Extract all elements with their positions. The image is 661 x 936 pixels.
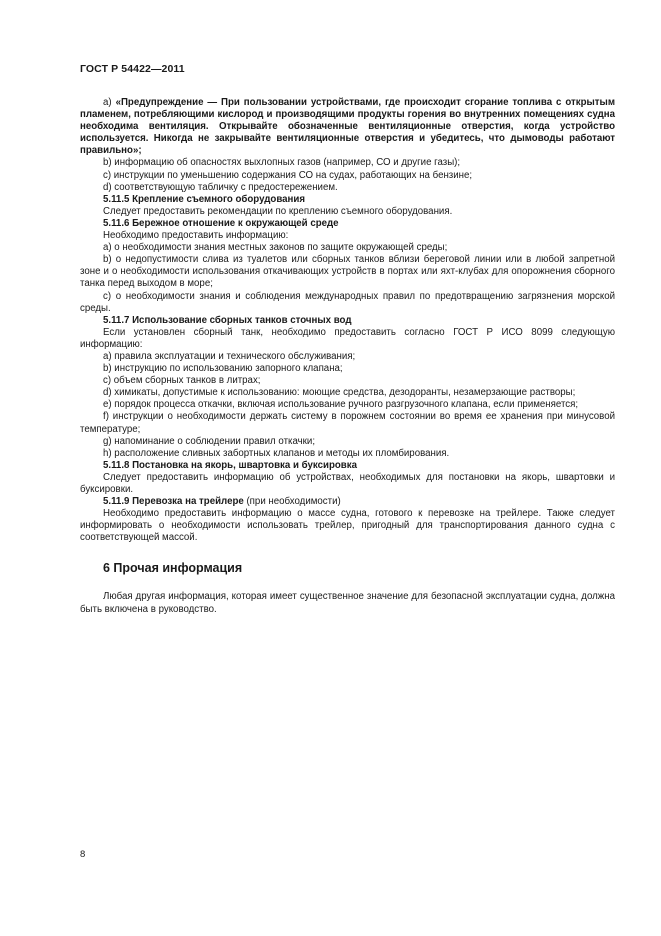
- section-heading-5-11-8: 5.11.8 Постановка на якорь, швартовка и буксировка: [103, 459, 357, 471]
- warning-paragraph: [80, 97, 615, 157]
- page-number: 8: [80, 849, 86, 860]
- list-item: d) химикаты, допустимые к использованию: моющие средства, дезодоранты, незамерзающие растворы;: [103, 387, 576, 399]
- list-item: b) информацию об опасностях выхлопных газов (например, СО и другие газы);: [103, 157, 461, 169]
- list-item: h) расположение сливных забортных клапанов и методы их пломбирования.: [103, 447, 450, 459]
- section-heading-5-11-5: 5.11.5 Крепление съемного оборудования: [103, 193, 305, 205]
- section-heading-5-11-6: 5.11.6 Бережное отношение к окружающей среде: [103, 217, 339, 229]
- list-item: g) напоминание о соблюдении правил откачки;: [103, 435, 316, 447]
- list-item: e) порядок процесса откачки, включая использование ручного разгрузочного клапана, если применяется;: [103, 399, 579, 411]
- list-item: a) правила эксплуатации и технического обслуживания;: [103, 350, 356, 362]
- list-item: f) инструкции о необходимости держать систему в порожнем состоянии во время ее хранения при минусовой температуре;: [80, 411, 615, 435]
- heading-note: (при необходимости): [243, 496, 341, 508]
- list-item: b) инструкцию по использованию запорного клапана;: [103, 363, 343, 375]
- paragraph: Любая другая информация, которая имеет существенное значение для безопасной эксплуатации судна, должна быть включена в руководство.: [80, 591, 615, 615]
- list-item: c) объем сборных танков в литрах;: [103, 375, 261, 387]
- section-heading-5-11-7: 5.11.7 Использование сборных танков сточных вод: [103, 314, 352, 326]
- list-item: b) о недопустимости слива из туалетов или сборных танков вблизи береговой линии или в любой запретной зоне и о необходимости использования откачивающих устройств в портах или яхт-клубах для опорожнения сборного танка перед выходом в море;: [80, 254, 615, 290]
- warning-label: a): [103, 97, 112, 108]
- list-item: c) инструкции по уменьшению содержания СО на судах, работающих на бензине;: [103, 169, 473, 181]
- document-body: [80, 97, 615, 616]
- paragraph: Следует предоставить рекомендации по креплению съемного оборудования.: [103, 205, 453, 217]
- document-header: ГОСТ Р 54422—2011: [80, 63, 185, 75]
- paragraph: Следует предоставить информацию об устройствах, необходимых для постановки на якорь, швартовки и буксировки.: [80, 471, 615, 495]
- list-item: a) о необходимости знания местных законов по защите окружающей среды;: [103, 242, 448, 254]
- section-heading-5-11-9: [80, 496, 615, 508]
- paragraph: Необходимо предоставить информацию:: [103, 230, 289, 242]
- list-item: d) соответствующую табличку с предостережением.: [103, 181, 338, 193]
- heading-text: 5.11.9 Перевозка на трейлере: [103, 496, 244, 508]
- list-item: c) о необходимости знания и соблюдения международных правил по предотвращению загрязнения морской среды.: [80, 290, 615, 314]
- section-title-6: 6 Прочая информация: [103, 561, 243, 576]
- warning-text: «Предупреждение — При пользовании устройствами, где происходит сгорание топлива с открытым пламенем, потребляющими кислород и производящими продукты горения во внутренних помещениях судна необходима вентиляция. Открывайте обозначенные вентиляционные отверстия, когда устройство используется. Никогда не закрывайте вентиляционные отверстия и убедитесь, что дымоводы работают правильно»;: [80, 97, 615, 157]
- paragraph: Необходимо предоставить информацию о массе судна, готового к перевозке на трейлере. Также следует информировать о необходимости использовать трейлер, пригодный для транспортирования данного судна с соответствующей массой.: [80, 508, 615, 544]
- paragraph: Если установлен сборный танк, необходимо предоставить согласно ГОСТ Р ИСО 8099 следующую информацию:: [80, 326, 615, 350]
